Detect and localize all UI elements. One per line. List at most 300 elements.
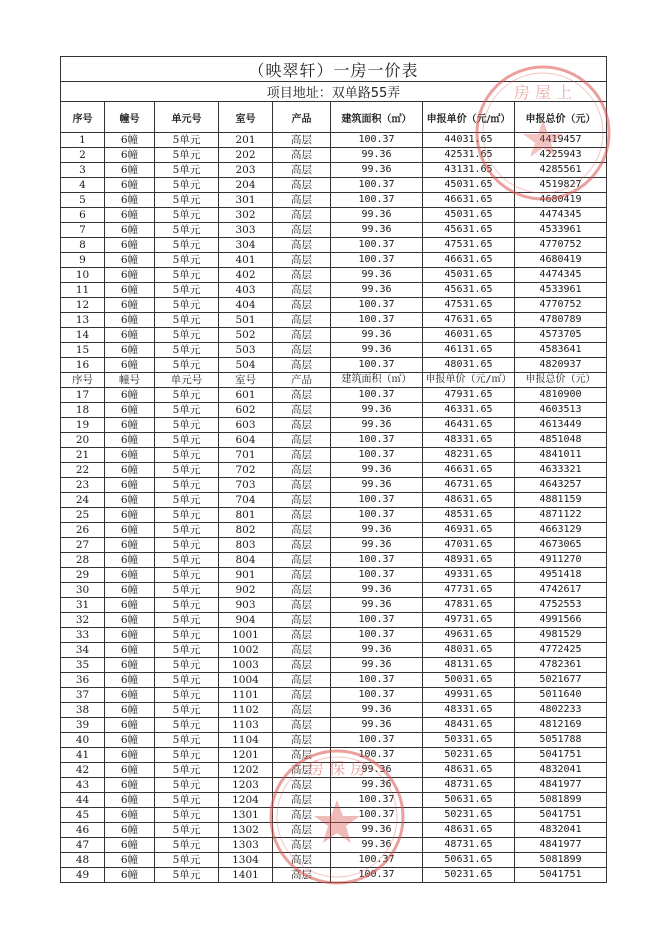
cell-building: 6幢 xyxy=(105,358,155,373)
cell-unit-price: 48931.65 xyxy=(423,553,515,568)
cell-product: 高层 xyxy=(273,433,331,448)
cell-index: 46 xyxy=(61,823,105,838)
cell-area: 99.36 xyxy=(331,763,423,778)
cell-unit: 5单元 xyxy=(155,523,219,538)
col-header-room: 室号 xyxy=(219,102,273,133)
cell-unit: 5单元 xyxy=(155,463,219,478)
cell-room: 802 xyxy=(219,523,273,538)
cell-room: 901 xyxy=(219,568,273,583)
cell-building: 6幢 xyxy=(105,493,155,508)
col-header-building: 幢号 xyxy=(105,102,155,133)
cell-total-price: 4812169 xyxy=(515,718,607,733)
cell-room: 304 xyxy=(219,238,273,253)
cell-unit: 5单元 xyxy=(155,823,219,838)
cell-product: 高层 xyxy=(273,853,331,868)
cell-area: 100.37 xyxy=(331,493,423,508)
cell-area: 100.37 xyxy=(331,388,423,403)
table-body xyxy=(61,133,607,883)
page-title: （映翠轩）一房一价表 xyxy=(61,57,607,82)
cell-total-price: 4770752 xyxy=(515,298,607,313)
table-row xyxy=(61,673,607,688)
cell-area: 99.36 xyxy=(331,583,423,598)
cell-total-price: 4782361 xyxy=(515,658,607,673)
cell-unit-price: 49731.65 xyxy=(423,613,515,628)
cell-total-price: 4820937 xyxy=(515,358,607,373)
seal-top-text: 房 屋 上 xyxy=(513,83,573,102)
cell-product: 高层 xyxy=(273,223,331,238)
cell-unit: 5单元 xyxy=(155,838,219,853)
cell-total-price: 4474345 xyxy=(515,208,607,223)
cell-product: 高层 xyxy=(273,298,331,313)
cell-product: 高层 xyxy=(273,703,331,718)
cell-total-price: 4633321 xyxy=(515,463,607,478)
cell-product: 高层 xyxy=(273,268,331,283)
cell-unit: 5单元 xyxy=(155,703,219,718)
cell-unit: 5单元 xyxy=(155,313,219,328)
cell-total-price: 4419457 xyxy=(515,133,607,148)
cell-index: 10 xyxy=(61,268,105,283)
cell-room: 204 xyxy=(219,178,273,193)
table-row xyxy=(61,223,607,238)
cell-product: 高层 xyxy=(273,823,331,838)
cell-total-price: 4533961 xyxy=(515,223,607,238)
table-row xyxy=(61,643,607,658)
cell-area: 100.37 xyxy=(331,868,423,883)
table-row xyxy=(61,718,607,733)
table-row xyxy=(61,703,607,718)
cell-unit-price: 45031.65 xyxy=(423,268,515,283)
cell-total-price: 4583641 xyxy=(515,343,607,358)
cell-unit: 5单元 xyxy=(155,208,219,223)
cell-area: 100.37 xyxy=(331,193,423,208)
cell-unit: 5单元 xyxy=(155,808,219,823)
table-row xyxy=(61,238,607,253)
cell-unit: 5单元 xyxy=(155,658,219,673)
cell-total-price: 4663129 xyxy=(515,523,607,538)
cell-product: 高层 xyxy=(273,838,331,853)
cell-index: 16 xyxy=(61,358,105,373)
cell-room: 801 xyxy=(219,508,273,523)
cell-room: 404 xyxy=(219,298,273,313)
cell-total-price: 4680419 xyxy=(515,193,607,208)
cell-unit-price: 48031.65 xyxy=(423,643,515,658)
cell-building: 6幢 xyxy=(105,148,155,163)
cell-unit: 5单元 xyxy=(155,223,219,238)
cell-building: 6幢 xyxy=(105,478,155,493)
cell-index: 33 xyxy=(61,628,105,643)
cell-building: 6幢 xyxy=(105,853,155,868)
cell-building: 6幢 xyxy=(105,208,155,223)
cell-product: 高层 xyxy=(273,463,331,478)
cell-total-price: 4643257 xyxy=(515,478,607,493)
cell-area: 100.37 xyxy=(331,553,423,568)
cell-area: 99.36 xyxy=(331,538,423,553)
cell-area: 99.36 xyxy=(331,283,423,298)
cell-building: 6幢 xyxy=(105,418,155,433)
cell-room: 1203 xyxy=(219,778,273,793)
cell-product: 高层 xyxy=(273,523,331,538)
cell-index: 43 xyxy=(61,778,105,793)
cell-total-price: 4810900 xyxy=(515,388,607,403)
cell-unit: 5单元 xyxy=(155,403,219,418)
cell-index: 21 xyxy=(61,448,105,463)
cell-unit-price: 44031.65 xyxy=(423,133,515,148)
table-row xyxy=(61,613,607,628)
table-row xyxy=(61,808,607,823)
cell-unit: 5单元 xyxy=(155,178,219,193)
cell-product: 高层 xyxy=(273,253,331,268)
cell-unit-price: 48131.65 xyxy=(423,658,515,673)
cell-product: 高层 xyxy=(273,403,331,418)
table-row xyxy=(61,253,607,268)
cell-building: 6幢 xyxy=(105,688,155,703)
cell-unit-price: 45031.65 xyxy=(423,208,515,223)
price-sheet xyxy=(60,56,606,883)
cell-product: 高层 xyxy=(273,778,331,793)
cell-building: 6幢 xyxy=(105,283,155,298)
cell-area: 100.37 xyxy=(331,433,423,448)
cell-area: 100.37 xyxy=(331,808,423,823)
cell-building: 6幢 xyxy=(105,568,155,583)
cell-total-price: 4613449 xyxy=(515,418,607,433)
cell-room: 1001 xyxy=(219,628,273,643)
cell-product: 高层 xyxy=(273,538,331,553)
cell-unit: 5单元 xyxy=(155,538,219,553)
cell-index: 36 xyxy=(61,673,105,688)
table-row xyxy=(61,598,607,613)
table-row xyxy=(61,193,607,208)
cell-unit-price: 45631.65 xyxy=(423,223,515,238)
cell-unit-price: 46631.65 xyxy=(423,463,515,478)
cell-product: 高层 xyxy=(273,163,331,178)
cell-building: 6幢 xyxy=(105,298,155,313)
cell-building: 6幢 xyxy=(105,718,155,733)
cell-room: 1104 xyxy=(219,733,273,748)
cell-total-price: 5051788 xyxy=(515,733,607,748)
cell-unit-price: 47731.65 xyxy=(423,583,515,598)
table-row xyxy=(61,658,607,673)
cell-area: 99.36 xyxy=(331,163,423,178)
table-row xyxy=(61,688,607,703)
cell-building: 6幢 xyxy=(105,538,155,553)
cell-unit-price: 48031.65 xyxy=(423,358,515,373)
cell-unit: 5单元 xyxy=(155,238,219,253)
cell-total-price: 5041751 xyxy=(515,808,607,823)
cell-unit: 5单元 xyxy=(155,718,219,733)
cell-unit-price: 48331.65 xyxy=(423,703,515,718)
cell-room: 504 xyxy=(219,358,273,373)
cell-unit-price: 45031.65 xyxy=(423,178,515,193)
cell-unit-price: 48531.65 xyxy=(423,508,515,523)
cell-index: 7 xyxy=(61,223,105,238)
cell-building: 6幢 xyxy=(105,703,155,718)
cell-area: 99.36 xyxy=(331,778,423,793)
cell-product: 高层 xyxy=(273,793,331,808)
cell-building: 6幢 xyxy=(105,313,155,328)
cell-room: 1204 xyxy=(219,793,273,808)
cell-room: 1401 xyxy=(219,868,273,883)
cell-unit: 5单元 xyxy=(155,163,219,178)
cell-unit: 5单元 xyxy=(155,253,219,268)
cell-unit-price: 42531.65 xyxy=(423,148,515,163)
cell-area: 100.37 xyxy=(331,358,423,373)
cell-total-price: 5041751 xyxy=(515,748,607,763)
cell-area: 100.37 xyxy=(331,133,423,148)
cell-index: 28 xyxy=(61,553,105,568)
cell-total-price: 4772425 xyxy=(515,643,607,658)
cell-unit-price: 48231.65 xyxy=(423,448,515,463)
cell-building: 6幢 xyxy=(105,463,155,478)
table-row xyxy=(61,163,607,178)
cell-room: 602 xyxy=(219,403,273,418)
cell-area: 100.37 xyxy=(331,793,423,808)
cell-unit: 5单元 xyxy=(155,553,219,568)
col-header-product: 产品 xyxy=(273,102,331,133)
cell-unit-price: 50331.65 xyxy=(423,733,515,748)
cell-product: 高层 xyxy=(273,688,331,703)
cell-room: 501 xyxy=(219,313,273,328)
cell-total-price: 4881159 xyxy=(515,493,607,508)
cell-product: 高层 xyxy=(273,643,331,658)
cell-unit-price: 50631.65 xyxy=(423,853,515,868)
cell-area: 99.36 xyxy=(331,703,423,718)
cell-index: 41 xyxy=(61,748,105,763)
cell-room: 303 xyxy=(219,223,273,238)
cell-index: 35 xyxy=(61,658,105,673)
table-row xyxy=(61,418,607,433)
cell-unit-price: 49331.65 xyxy=(423,568,515,583)
cell-total-price: 4981529 xyxy=(515,628,607,643)
cell-total-price: 4911270 xyxy=(515,553,607,568)
cell-unit: 5单元 xyxy=(155,343,219,358)
cell-unit: 5单元 xyxy=(155,433,219,448)
cell-index: 25 xyxy=(61,508,105,523)
cell-unit-price: 46331.65 xyxy=(423,403,515,418)
cell-building: 6幢 xyxy=(105,238,155,253)
col-header-total-price: 申报总价（元） xyxy=(515,102,607,133)
cell-index: 5 xyxy=(61,193,105,208)
cell-index: 24 xyxy=(61,493,105,508)
cell-product: 高层 xyxy=(273,388,331,403)
col-header-index: 序号 xyxy=(61,102,105,133)
cell-product: 高层 xyxy=(273,763,331,778)
cell-area: 100.37 xyxy=(331,178,423,193)
table-row xyxy=(61,493,607,508)
cell-building: 6幢 xyxy=(105,553,155,568)
table-row xyxy=(61,448,607,463)
cell-room: 502 xyxy=(219,328,273,343)
cell-total-price: 4832041 xyxy=(515,823,607,838)
cell-total-price: 4519827 xyxy=(515,178,607,193)
cell-unit: 5单元 xyxy=(155,748,219,763)
cell-unit-price: 45631.65 xyxy=(423,283,515,298)
cell-product: 高层 xyxy=(273,328,331,343)
cell-product: 高层 xyxy=(273,493,331,508)
cell-product: 高层 xyxy=(273,508,331,523)
cell-building: 6幢 xyxy=(105,523,155,538)
cell-total-price: 4802233 xyxy=(515,703,607,718)
cell-unit-price: 申报单价（元/㎡） xyxy=(423,373,515,388)
cell-building: 6幢 xyxy=(105,643,155,658)
cell-product: 高层 xyxy=(273,208,331,223)
cell-area: 100.37 xyxy=(331,448,423,463)
cell-building: 6幢 xyxy=(105,388,155,403)
cell-unit-price: 50631.65 xyxy=(423,793,515,808)
cell-index: 30 xyxy=(61,583,105,598)
cell-unit-price: 48731.65 xyxy=(423,778,515,793)
cell-area: 100.37 xyxy=(331,238,423,253)
cell-unit-price: 47931.65 xyxy=(423,388,515,403)
cell-area: 100.37 xyxy=(331,853,423,868)
cell-room: 1004 xyxy=(219,673,273,688)
cell-product: 高层 xyxy=(273,358,331,373)
cell-unit: 5单元 xyxy=(155,613,219,628)
cell-unit: 5单元 xyxy=(155,673,219,688)
cell-index: 31 xyxy=(61,598,105,613)
table-row xyxy=(61,463,607,478)
cell-building: 6幢 xyxy=(105,763,155,778)
table-row xyxy=(61,553,607,568)
cell-index: 18 xyxy=(61,403,105,418)
cell-total-price: 5021677 xyxy=(515,673,607,688)
cell-area: 99.36 xyxy=(331,148,423,163)
cell-room: 1002 xyxy=(219,643,273,658)
cell-building: 6幢 xyxy=(105,733,155,748)
cell-unit-price: 47631.65 xyxy=(423,313,515,328)
table-row xyxy=(61,583,607,598)
cell-area: 99.36 xyxy=(331,418,423,433)
cell-index: 8 xyxy=(61,238,105,253)
cell-room: 202 xyxy=(219,148,273,163)
cell-area: 99.36 xyxy=(331,523,423,538)
cell-building: 6幢 xyxy=(105,598,155,613)
cell-product: 高层 xyxy=(273,733,331,748)
cell-building: 6幢 xyxy=(105,628,155,643)
table-row xyxy=(61,403,607,418)
cell-product: 高层 xyxy=(273,628,331,643)
cell-unit-price: 47531.65 xyxy=(423,298,515,313)
cell-unit-price: 48631.65 xyxy=(423,493,515,508)
cell-product: 高层 xyxy=(273,148,331,163)
cell-unit: 5单元 xyxy=(155,493,219,508)
cell-unit: 5单元 xyxy=(155,763,219,778)
cell-unit: 单元号 xyxy=(155,373,219,388)
cell-index: 13 xyxy=(61,313,105,328)
cell-total-price: 4871122 xyxy=(515,508,607,523)
cell-building: 6幢 xyxy=(105,508,155,523)
cell-unit-price: 48631.65 xyxy=(423,763,515,778)
cell-area: 100.37 xyxy=(331,628,423,643)
cell-building: 6幢 xyxy=(105,748,155,763)
cell-index: 45 xyxy=(61,808,105,823)
table-row xyxy=(61,523,607,538)
cell-room: 1102 xyxy=(219,703,273,718)
cell-index: 2 xyxy=(61,148,105,163)
cell-unit-price: 47831.65 xyxy=(423,598,515,613)
cell-index: 9 xyxy=(61,253,105,268)
seal-bottom-text: 房 保 房 xyxy=(307,759,367,778)
cell-product: 高层 xyxy=(273,868,331,883)
cell-unit-price: 49631.65 xyxy=(423,628,515,643)
cell-product: 高层 xyxy=(273,568,331,583)
cell-building: 6幢 xyxy=(105,133,155,148)
cell-index: 11 xyxy=(61,283,105,298)
table-row xyxy=(61,733,607,748)
cell-product: 高层 xyxy=(273,598,331,613)
cell-area: 100.37 xyxy=(331,733,423,748)
cell-area: 99.36 xyxy=(331,463,423,478)
cell-building: 6幢 xyxy=(105,343,155,358)
cell-total-price: 4832041 xyxy=(515,763,607,778)
cell-room: 1003 xyxy=(219,658,273,673)
table-row xyxy=(61,793,607,808)
cell-room: 402 xyxy=(219,268,273,283)
cell-product: 高层 xyxy=(273,808,331,823)
cell-room: 803 xyxy=(219,538,273,553)
cell-unit: 5单元 xyxy=(155,148,219,163)
cell-product: 高层 xyxy=(273,583,331,598)
table-row xyxy=(61,313,607,328)
cell-index: 序号 xyxy=(61,373,105,388)
cell-room: 804 xyxy=(219,553,273,568)
cell-unit: 5单元 xyxy=(155,868,219,883)
cell-room: 401 xyxy=(219,253,273,268)
cell-total-price: 4841977 xyxy=(515,778,607,793)
cell-area: 100.37 xyxy=(331,253,423,268)
cell-unit: 5单元 xyxy=(155,283,219,298)
cell-room: 904 xyxy=(219,613,273,628)
cell-area: 99.36 xyxy=(331,598,423,613)
cell-unit: 5单元 xyxy=(155,688,219,703)
cell-index: 3 xyxy=(61,163,105,178)
table-row xyxy=(61,148,607,163)
repeat-header-row xyxy=(61,373,607,388)
cell-product: 高层 xyxy=(273,283,331,298)
cell-building: 幢号 xyxy=(105,373,155,388)
cell-area: 100.37 xyxy=(331,508,423,523)
cell-building: 6幢 xyxy=(105,838,155,853)
cell-area: 100.37 xyxy=(331,298,423,313)
cell-total-price: 4770752 xyxy=(515,238,607,253)
col-header-area: 建筑面积（㎡） xyxy=(331,102,423,133)
cell-area: 99.36 xyxy=(331,223,423,238)
cell-area: 100.37 xyxy=(331,673,423,688)
cell-unit: 5单元 xyxy=(155,733,219,748)
cell-product: 高层 xyxy=(273,238,331,253)
cell-area: 99.36 xyxy=(331,718,423,733)
cell-index: 40 xyxy=(61,733,105,748)
cell-unit: 5单元 xyxy=(155,778,219,793)
cell-room: 1202 xyxy=(219,763,273,778)
cell-total-price: 4573705 xyxy=(515,328,607,343)
cell-unit: 5单元 xyxy=(155,568,219,583)
table-row xyxy=(61,298,607,313)
cell-index: 32 xyxy=(61,613,105,628)
table-row xyxy=(61,748,607,763)
cell-total-price: 5081899 xyxy=(515,793,607,808)
cell-area: 建筑面积（㎡） xyxy=(331,373,423,388)
cell-unit: 5单元 xyxy=(155,478,219,493)
table-row xyxy=(61,628,607,643)
cell-building: 6幢 xyxy=(105,778,155,793)
cell-total-price: 4474345 xyxy=(515,268,607,283)
table-row xyxy=(61,838,607,853)
project-address: 项目地址：双单路55弄 xyxy=(61,82,607,102)
cell-product: 高层 xyxy=(273,658,331,673)
cell-room: 603 xyxy=(219,418,273,433)
cell-room: 903 xyxy=(219,598,273,613)
cell-area: 99.36 xyxy=(331,343,423,358)
